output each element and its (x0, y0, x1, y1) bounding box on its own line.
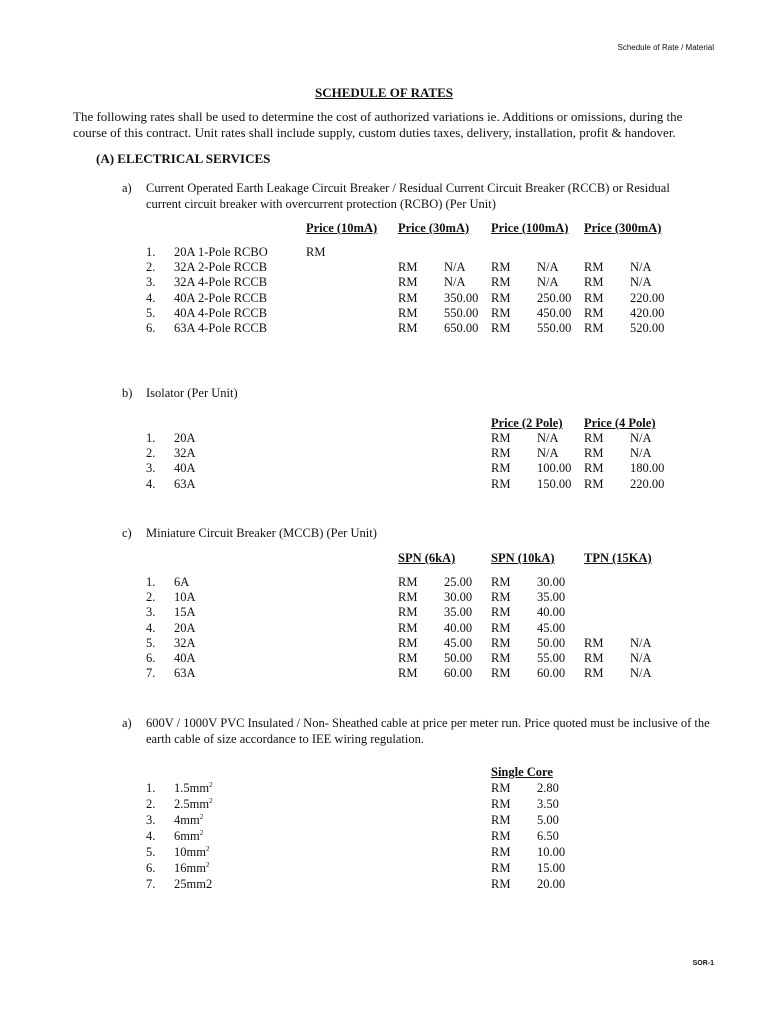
currency-label: RM (584, 290, 604, 305)
row-number: 1. (146, 781, 156, 795)
item-name: 32A (174, 446, 196, 461)
row-number: 2. (146, 590, 156, 605)
price-value: 3.50 (537, 797, 559, 811)
price-value: 15.00 (537, 861, 566, 875)
row-number: 6. (146, 861, 156, 875)
currency-label: RM (584, 666, 604, 681)
item-name: 15A (174, 605, 196, 620)
part-b-description: Isolator (Per Unit) (146, 386, 238, 400)
row-number: 2. (146, 260, 156, 275)
item-name: 40A 4-Pole RCCB (174, 305, 268, 320)
row-number: 4. (146, 476, 156, 491)
superscript: 2 (199, 812, 204, 821)
currency-label: RM (306, 245, 326, 259)
currency-label: RM (398, 605, 418, 620)
currency-label: RM (398, 666, 418, 681)
part-a-description: Current Operated Earth Leakage Circuit Breaker / Residual Current Circuit Breaker (RCCB) or Residual current circuit breaker with overcurrent protection (RCBO) (Per Unit) (146, 181, 670, 211)
row-number: 5. (146, 305, 156, 320)
item-name: 20A 1-Pole RCBO (174, 245, 268, 259)
row-number: 2. (146, 446, 156, 461)
price-value: 50.00 (444, 651, 473, 665)
currency-label: RM (491, 861, 511, 875)
item-name: 40A 2-Pole RCCB (174, 290, 268, 305)
running-header: Schedule of Rate / Material (617, 43, 714, 52)
currency-label: RM (491, 651, 511, 665)
price-value: N/A (630, 446, 652, 461)
price-value: 150.00 (537, 476, 572, 491)
price-value: 250.00 (537, 290, 572, 305)
price-value: 10.00 (537, 845, 566, 859)
item-name: $1.5mm^2$ (174, 780, 213, 795)
superscript: 2 (205, 844, 210, 853)
price-value: 220.00 (630, 290, 665, 305)
row-number: 4. (146, 290, 156, 305)
currency-label: RM (491, 620, 511, 635)
price-value: 35.00 (444, 605, 473, 620)
price-value: N/A (537, 260, 559, 275)
price-value: N/A (537, 431, 559, 445)
price-value: 45.00 (537, 620, 566, 635)
price-value: N/A (630, 431, 652, 445)
price-value: N/A (630, 666, 652, 681)
price-value: N/A (537, 275, 559, 290)
row-number: 5. (146, 635, 156, 650)
part-a-header: Price (100mA) (491, 221, 569, 235)
item-name: 40A (174, 461, 196, 476)
currency-label: RM (491, 476, 511, 491)
intro-paragraph: The following rates shall be used to determine the cost of authorized variations ie. Additions or omissions, during the course of this contract. Unit rates shall include supply, custom duties taxes, delivery, installation, profit & handover. (73, 109, 683, 140)
currency-label: RM (491, 605, 511, 620)
part-a-label: a) (122, 181, 132, 195)
price-value: N/A (537, 446, 559, 461)
part-c-label: c) (122, 526, 132, 540)
currency-label: RM (398, 321, 418, 335)
item-name: $16mm^2$ (174, 860, 210, 875)
price-value: 20.00 (537, 877, 566, 891)
row-number: 1. (146, 431, 156, 445)
page-number: SOR-1 (692, 960, 714, 967)
row-number: 3. (146, 461, 156, 476)
price-value: 30.00 (444, 590, 473, 605)
currency-label: RM (398, 635, 418, 650)
currency-label: RM (398, 651, 418, 665)
part-b-header: Price (2 Pole) (491, 416, 563, 430)
superscript: 2 (209, 780, 213, 789)
row-number: 3. (146, 275, 156, 290)
currency-label: RM (398, 290, 418, 305)
part-b-label: b) (122, 386, 133, 400)
currency-label: RM (491, 290, 511, 305)
superscript: 2 (199, 828, 204, 837)
item-name: 10A (174, 590, 196, 605)
price-value: 420.00 (630, 305, 665, 320)
currency-label: RM (491, 461, 511, 476)
item-name: 6A (174, 575, 190, 589)
currency-label: RM (491, 845, 511, 859)
currency-label: RM (398, 275, 418, 290)
part-c-header: TPN (15KA) (584, 551, 652, 565)
price-value: N/A (630, 651, 652, 665)
row-number: 2. (146, 797, 156, 811)
currency-label: RM (491, 829, 511, 843)
currency-label: RM (584, 260, 604, 275)
item-name: 32A (174, 635, 196, 650)
row-number: 1. (146, 245, 156, 259)
currency-label: RM (584, 476, 604, 491)
currency-label: RM (491, 446, 511, 461)
price-value: 40.00 (537, 605, 566, 620)
item-name: 20A (174, 431, 196, 445)
currency-label: RM (398, 575, 418, 589)
price-value: 180.00 (630, 461, 665, 476)
currency-label: RM (491, 275, 511, 290)
part-c-header: SPN (6kA) (398, 551, 456, 565)
currency-label: RM (491, 635, 511, 650)
price-value: N/A (630, 275, 652, 290)
currency-label: RM (491, 431, 511, 445)
item-name: $6mm^2$ (174, 828, 204, 843)
currency-label: RM (491, 877, 511, 891)
price-value: 100.00 (537, 461, 572, 476)
part-a-header: Price (300mA) (584, 221, 662, 235)
item-name: 40A (174, 651, 196, 665)
price-value: 450.00 (537, 305, 572, 320)
currency-label: RM (491, 590, 511, 605)
row-number: 5. (146, 845, 156, 859)
price-value: 2.80 (537, 781, 559, 795)
price-value: 220.00 (630, 476, 665, 491)
currency-label: RM (584, 446, 604, 461)
page-title: SCHEDULE OF RATES (315, 85, 453, 100)
part-d-header: Single Core (491, 765, 553, 779)
item-name: $4mm^2$ (174, 812, 204, 827)
currency-label: RM (398, 590, 418, 605)
currency-label: RM (491, 321, 511, 335)
row-number: 4. (146, 620, 156, 635)
item-name: $10mm^2$ (174, 844, 210, 859)
part-b-header: Price (4 Pole) (584, 416, 656, 430)
item-name: 63A (174, 666, 196, 681)
part-c-description: Miniature Circuit Breaker (MCCB) (Per Unit) (146, 526, 377, 540)
currency-label: RM (398, 620, 418, 635)
currency-label: RM (491, 305, 511, 320)
row-number: 4. (146, 829, 156, 843)
part-a-header: Price (30mA) (398, 221, 470, 235)
price-value: 35.00 (537, 590, 566, 605)
price-value: N/A (444, 275, 466, 290)
currency-label: RM (491, 260, 511, 275)
part-a-header: Price (10mA) (306, 221, 378, 235)
item-name: 32A 2-Pole RCCB (174, 260, 268, 275)
price-value: 650.00 (444, 321, 479, 335)
row-number: 6. (146, 651, 156, 665)
price-value: 5.00 (537, 813, 559, 827)
superscript: 2 (209, 796, 213, 805)
price-value: N/A (444, 260, 466, 275)
item-name: 63A 4-Pole RCCB (174, 321, 268, 335)
price-value: 50.00 (537, 635, 566, 650)
row-number: 6. (146, 321, 156, 335)
currency-label: RM (398, 260, 418, 275)
item-name: 25mm2 (174, 877, 213, 891)
item-name: 32A 4-Pole RCCB (174, 275, 268, 290)
currency-label: RM (584, 321, 604, 335)
section-heading: (A) ELECTRICAL SERVICES (96, 151, 271, 166)
currency-label: RM (491, 781, 511, 795)
currency-label: RM (491, 666, 511, 681)
price-value: 550.00 (444, 305, 479, 320)
price-value: 25.00 (444, 575, 473, 589)
currency-label: RM (584, 305, 604, 320)
currency-label: RM (584, 431, 604, 445)
price-value: N/A (630, 260, 652, 275)
price-value: 6.50 (537, 829, 559, 843)
row-number: 1. (146, 575, 156, 589)
price-value: 45.00 (444, 635, 473, 650)
row-number: 7. (146, 877, 156, 891)
currency-label: RM (491, 575, 511, 589)
currency-label: RM (491, 813, 511, 827)
currency-label: RM (584, 275, 604, 290)
price-value: N/A (630, 635, 652, 650)
price-value: 55.00 (537, 651, 566, 665)
price-value: 60.00 (444, 666, 473, 681)
row-number: 7. (146, 666, 156, 681)
price-value: 40.00 (444, 620, 473, 635)
row-number: 3. (146, 605, 156, 620)
row-number: 3. (146, 813, 156, 827)
item-name: $2.5mm^2$ (174, 796, 213, 811)
item-name: 20A (174, 620, 196, 635)
item-name: 63A (174, 476, 196, 491)
superscript: 2 (205, 860, 210, 869)
currency-label: RM (398, 305, 418, 320)
price-value: 60.00 (537, 666, 566, 681)
part-d-label: a) (122, 716, 132, 730)
price-value: 350.00 (444, 290, 479, 305)
part-d-description: 600V / 1000V PVC Insulated / Non- Sheathed cable at price per meter run. Price quoted must be inclusive of the earth cable of size accordance to IEE wiring regulation. (146, 716, 710, 746)
part-c-header: SPN (10kA) (491, 551, 555, 565)
currency-label: RM (584, 635, 604, 650)
price-value: 520.00 (630, 321, 665, 335)
currency-label: RM (584, 651, 604, 665)
currency-label: RM (584, 461, 604, 476)
price-value: 550.00 (537, 321, 572, 335)
price-value: 30.00 (537, 575, 566, 589)
currency-label: RM (491, 797, 511, 811)
